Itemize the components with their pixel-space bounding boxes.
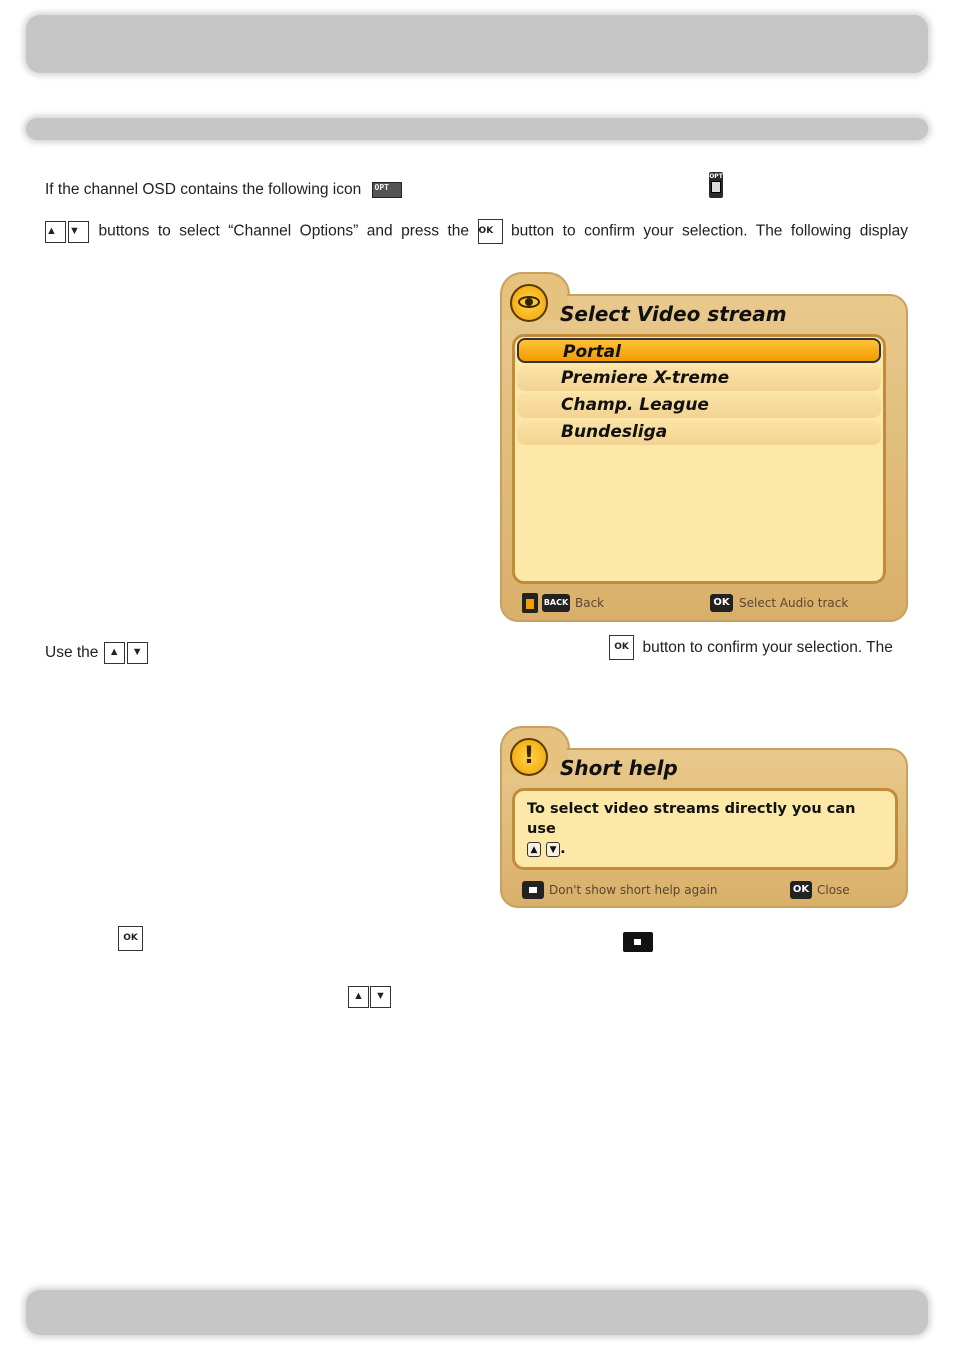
eye-icon	[510, 284, 548, 322]
footer-bar	[26, 1290, 928, 1335]
stream-list	[512, 334, 886, 584]
dont-show-button[interactable]	[522, 881, 544, 899]
back-button[interactable]: BACK	[542, 594, 570, 612]
exclamation-icon: !	[510, 738, 548, 776]
up-arrow-icon: ▲	[527, 842, 541, 857]
help-text-box	[512, 788, 898, 870]
ok-key-icon: OK	[478, 219, 503, 244]
ok-key-icon-para3: OK	[118, 926, 143, 951]
back-label: Back	[575, 596, 605, 610]
short-help-osd	[500, 726, 908, 908]
ok-button[interactable]: OK	[710, 594, 733, 612]
list-item-bundesliga[interactable]: Bundesliga	[517, 420, 881, 445]
opt-icon: OPT	[372, 182, 402, 198]
remote-opt-icon: OPT	[709, 172, 723, 198]
list-item-champ-league[interactable]: Champ. League	[517, 393, 881, 418]
down-arrow-icon: ▼	[68, 221, 89, 243]
close-label: Close	[817, 883, 850, 897]
help-text: To select video streams directly you can use ▲ ▼ .	[527, 801, 856, 857]
down-arrow-icon: ▼	[546, 842, 560, 857]
select-audio-label: Select Audio track	[739, 596, 849, 610]
ok-key-icon: OK	[609, 635, 634, 660]
paragraph2: Use the ▲ ▼	[45, 642, 908, 664]
list-item-portal[interactable]: Portal	[517, 338, 881, 363]
list-item-premiere-xtreme[interactable]: Premiere X-treme	[517, 366, 881, 391]
close-ok-button[interactable]: OK	[790, 881, 812, 899]
up-arrow-icon: ▲	[104, 642, 125, 664]
header-bar	[26, 15, 928, 73]
black-button-icon	[623, 932, 653, 952]
osd-title: Short help	[560, 756, 678, 780]
up-arrow-icon: ▲	[348, 986, 369, 1008]
down-arrow-icon: ▼	[370, 986, 391, 1008]
paragraph1-line2: ▲ ▼ buttons to select “Channel Options” and press the OK button to confirm your selection. The following display	[45, 219, 908, 244]
down-arrow-icon: ▼	[127, 642, 148, 664]
video-stream-osd	[500, 272, 908, 622]
osd-title: Select Video stream	[560, 302, 787, 326]
dont-show-label: Don't show short help again	[549, 883, 718, 897]
paragraph2-right: OK button to confirm your selection. The	[609, 635, 893, 660]
up-arrow-icon: ▲	[45, 221, 66, 243]
arrow-keys-para4	[348, 986, 392, 1008]
remote-small-icon	[522, 593, 538, 613]
paragraph1-line1: If the channel OSD contains the following icon OPT	[45, 180, 908, 200]
section-bar	[26, 118, 928, 140]
